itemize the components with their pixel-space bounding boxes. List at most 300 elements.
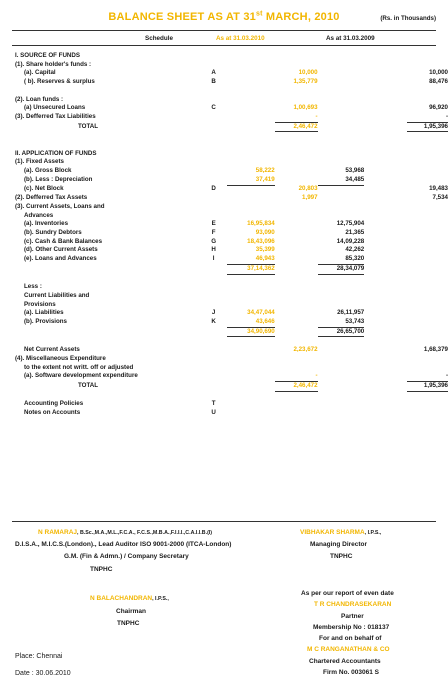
cfo-name-line	[38, 529, 212, 536]
row-schedule	[200, 203, 227, 212]
row-value-col3	[318, 96, 365, 105]
row-value-col3	[318, 69, 365, 78]
header-top-rule	[12, 30, 436, 31]
row-value-col4	[364, 78, 407, 87]
row-value-col3	[318, 301, 365, 310]
table-row	[15, 150, 448, 159]
row-value-col1	[227, 122, 275, 132]
row-value-col2	[275, 167, 318, 176]
row-schedule	[200, 327, 227, 337]
row-value-col2	[275, 327, 318, 337]
md-organisation: TNPHC	[330, 553, 353, 560]
row-value-col3	[318, 372, 365, 381]
row-schedule	[200, 61, 227, 70]
row-schedule	[200, 301, 227, 310]
row-value-col1	[227, 337, 275, 346]
row-value-col4	[364, 409, 407, 418]
table-row	[15, 194, 448, 203]
row-value-col2	[275, 318, 318, 327]
row-value-col1	[227, 185, 275, 194]
row-value-col3	[318, 409, 365, 418]
row-schedule	[200, 346, 227, 355]
table-row	[15, 167, 448, 176]
row-value-col4	[364, 327, 407, 337]
row-schedule	[200, 167, 227, 176]
row-label: (d). Other Current Assets	[24, 246, 98, 254]
row-value-col5	[407, 220, 448, 229]
row-value-col1	[227, 364, 275, 373]
table-row	[15, 409, 448, 418]
row-value-col1	[227, 301, 275, 310]
row-value-col3: 42,262	[345, 246, 365, 254]
row-value-col5	[407, 229, 448, 238]
row-value-col3	[318, 381, 365, 391]
row-value-col1	[227, 113, 275, 122]
row-value-col4	[364, 264, 407, 274]
row-value-col1	[227, 409, 275, 418]
row-value-col5	[407, 61, 448, 70]
table-row	[15, 104, 448, 113]
row-value-col1	[227, 212, 275, 221]
row-value-col2	[275, 337, 318, 346]
row-value-col4	[364, 364, 407, 373]
row-value-col2: 1,997	[302, 194, 318, 202]
row-schedule	[200, 87, 227, 96]
row-label: Accounting Policies	[24, 400, 84, 408]
row-value-col1: 34,47,044	[247, 309, 275, 317]
row-value-col5	[407, 167, 448, 176]
row-value-col3: 26,11,957	[337, 309, 365, 317]
row-label: Current Liabilities and	[24, 291, 90, 299]
row-label: TOTAL	[78, 122, 99, 130]
row-schedule	[200, 52, 227, 61]
table-row	[15, 337, 448, 346]
row-value-col4	[364, 69, 407, 78]
row-label: (3). Current Assets, Loans and	[15, 202, 105, 210]
row-label: (e). Loans and Advances	[24, 255, 97, 263]
row-value-col4	[364, 212, 407, 221]
row-value-col4	[364, 246, 407, 255]
schedule-column-header: Schedule	[145, 35, 173, 42]
row-value-col5: -	[407, 372, 448, 381]
row-label: (a) Unsecured Loans	[24, 104, 86, 112]
row-value-col3	[318, 346, 365, 355]
row-schedule: B	[211, 78, 216, 86]
md-designation: Managing Director	[310, 541, 368, 548]
row-value-col1: 93,090	[255, 229, 275, 236]
table-row	[15, 176, 448, 185]
row-value-col4	[364, 220, 407, 229]
row-value-col5	[407, 274, 448, 283]
previous-year-column-header: As at 31.03.2009	[326, 35, 375, 42]
row-value-col2	[275, 212, 318, 221]
row-value-col5	[407, 309, 448, 318]
row-value-col1: 37,419	[227, 176, 275, 185]
row-value-col2	[275, 141, 318, 150]
row-value-col4	[364, 283, 407, 292]
row-value-col3: 53,743	[318, 318, 365, 327]
row-value-col1	[227, 150, 275, 159]
row-schedule	[200, 292, 227, 301]
row-value-col5	[407, 255, 448, 264]
row-value-col3	[318, 364, 365, 373]
row-value-col4	[364, 158, 407, 167]
row-schedule: T	[211, 400, 216, 408]
table-row	[15, 364, 448, 373]
row-value-col5	[407, 212, 448, 221]
row-value-col5	[407, 96, 448, 105]
row-schedule	[200, 212, 227, 221]
row-value-col1	[227, 346, 275, 355]
row-value-col1	[227, 141, 275, 150]
row-value-col4	[364, 255, 407, 264]
row-label: TOTAL	[78, 381, 99, 389]
row-label: to the extent not writt. off or adjusted	[24, 363, 134, 371]
row-value-col2	[275, 176, 318, 185]
row-value-col1: 18,43,096	[247, 237, 275, 245]
row-value-col4	[364, 238, 407, 247]
row-label: (c). Net Block	[24, 185, 64, 193]
date: Date : 30.06.2010	[15, 670, 71, 677]
row-value-col2: 1,00,693	[293, 104, 318, 112]
row-value-col1: 34,90,690	[227, 327, 275, 337]
table-row	[15, 229, 448, 238]
firm-name: M C RANGANATHAN & CO	[307, 646, 390, 653]
row-value-col2	[275, 301, 318, 310]
row-value-col5	[407, 176, 448, 185]
md-qualifications: , I.P.S.,	[364, 530, 382, 536]
row-value-col3: 85,320	[318, 255, 365, 264]
row-label	[15, 132, 200, 141]
row-schedule: G	[211, 237, 217, 245]
row-schedule	[200, 274, 227, 283]
row-value-col1	[227, 283, 275, 292]
row-schedule	[200, 141, 227, 150]
row-label: (3). Defferred Tax Liabilities	[15, 113, 96, 121]
row-schedule	[200, 283, 227, 292]
row-value-col2	[275, 150, 318, 159]
row-schedule	[200, 372, 227, 381]
row-value-col1: 58,222	[255, 167, 275, 175]
row-value-col3	[318, 132, 365, 141]
row-value-col2	[275, 255, 318, 264]
row-schedule: H	[211, 246, 216, 254]
table-row	[15, 87, 448, 96]
auditor-behalf: For and on behalf of	[319, 635, 382, 642]
table-row	[15, 346, 448, 355]
row-value-col5	[407, 327, 448, 337]
row-schedule: C	[211, 104, 216, 112]
row-value-col5	[407, 141, 448, 150]
row-label	[15, 274, 200, 283]
table-row	[15, 122, 448, 132]
md-name: VIBHAKAR SHARMA	[300, 529, 365, 536]
row-value-col3	[318, 283, 365, 292]
row-value-col5: 96,920	[429, 104, 448, 112]
row-schedule	[200, 132, 227, 141]
row-label: Net Current Assets	[24, 346, 80, 354]
row-value-col2	[275, 283, 318, 292]
row-value-col4	[364, 355, 407, 364]
row-value-col4	[364, 96, 407, 105]
cfo-designation: G.M. (Fin & Admn.) / Company Secretary	[64, 553, 189, 560]
table-bottom-rule	[12, 521, 436, 522]
row-value-col4	[364, 141, 407, 150]
table-row	[15, 327, 448, 337]
row-value-col3	[318, 113, 365, 122]
row-schedule	[200, 381, 227, 391]
row-value-col2	[275, 391, 318, 400]
row-value-col3: 21,365	[345, 229, 365, 236]
row-value-col2: 2,46,472	[275, 381, 318, 391]
table-row	[15, 246, 448, 255]
row-value-col4	[364, 292, 407, 301]
row-value-col4	[364, 176, 407, 185]
row-schedule: K	[211, 318, 216, 326]
table-row	[15, 372, 448, 381]
md-name-line	[300, 529, 381, 536]
table-row	[15, 274, 448, 283]
chairman-name-line	[90, 595, 169, 602]
row-value-col5: 19,483	[429, 185, 448, 193]
table-row	[15, 212, 448, 221]
row-label: II. APPLICATION OF FUNDS	[15, 149, 97, 157]
row-value-col2: 1,35,779	[293, 78, 318, 86]
row-value-col3	[318, 355, 365, 364]
row-value-col5	[407, 355, 448, 364]
row-value-col4	[364, 203, 407, 212]
row-value-col2	[275, 409, 318, 418]
row-value-col5: 88,476	[429, 78, 448, 86]
row-value-col1: 46,943	[227, 255, 275, 264]
row-schedule	[200, 364, 227, 373]
row-label: (c). Cash & Bank Balances	[24, 237, 103, 245]
row-value-col5	[407, 87, 448, 96]
row-value-col3	[318, 203, 365, 212]
row-label: (2). Defferred Tax Assets	[15, 194, 88, 202]
row-value-col4	[364, 167, 407, 176]
row-value-col2: -	[275, 372, 318, 381]
table-row	[15, 400, 448, 409]
row-value-col2	[275, 309, 318, 318]
row-value-col4	[364, 132, 407, 141]
row-schedule	[200, 264, 227, 274]
table-row	[15, 292, 448, 301]
row-value-col3	[318, 194, 365, 203]
row-schedule	[200, 113, 227, 122]
table-row	[15, 391, 448, 400]
row-schedule	[200, 176, 227, 185]
row-value-col2	[275, 292, 318, 301]
table-row	[15, 238, 448, 247]
row-value-col5: 7,534	[432, 194, 448, 202]
row-schedule	[200, 337, 227, 346]
row-value-col1	[227, 52, 275, 61]
row-value-col1	[227, 274, 275, 283]
row-value-col4	[364, 381, 407, 391]
row-value-col1	[227, 355, 275, 364]
balance-sheet-table	[15, 52, 448, 418]
row-value-col4	[364, 61, 407, 70]
row-value-col5	[407, 301, 448, 310]
table-row	[15, 78, 448, 87]
row-value-col3: 14,09,228	[336, 237, 365, 245]
row-value-col4	[364, 194, 407, 203]
row-value-col2	[275, 400, 318, 409]
row-schedule: J	[211, 309, 216, 317]
row-schedule: E	[211, 220, 216, 228]
row-value-col3	[318, 150, 365, 159]
row-value-col4	[364, 185, 407, 194]
header-bottom-rule	[12, 45, 436, 46]
row-value-col4	[364, 122, 407, 132]
auditor-membership: Membership No : 018137	[313, 624, 390, 631]
table-row	[15, 264, 448, 274]
cfo-name: N RAMARAJ	[38, 529, 77, 536]
row-value-col3: 28,34,079	[318, 264, 365, 274]
row-schedule	[200, 194, 227, 203]
row-value-col4	[364, 391, 407, 400]
row-label: (b). Sundry Debtors	[24, 229, 82, 236]
row-schedule	[200, 158, 227, 167]
row-value-col2: -	[275, 113, 318, 122]
row-value-col5	[407, 400, 448, 409]
row-label: (a). Inventories	[24, 220, 69, 228]
row-value-col5	[407, 283, 448, 292]
row-value-col2	[275, 264, 318, 274]
row-value-col4	[364, 337, 407, 346]
firm-number: Firm No. 003061 S	[323, 669, 379, 676]
row-value-col5	[407, 52, 448, 61]
row-value-col2	[275, 87, 318, 96]
row-value-col1	[227, 203, 275, 212]
row-value-col1	[227, 381, 275, 391]
row-schedule	[200, 150, 227, 159]
row-label: (4). Miscellaneous Expenditure	[15, 354, 106, 362]
row-label: (1). Fixed Assets	[15, 158, 64, 166]
row-value-col3	[318, 337, 365, 346]
row-label	[15, 141, 200, 150]
units-note: (Rs. in Thousands)	[380, 15, 436, 22]
row-label: (b). Provisions	[24, 318, 67, 326]
row-value-col1	[227, 78, 275, 87]
row-value-col4	[364, 301, 407, 310]
auditor-name: T R CHANDRASEKARAN	[314, 601, 392, 608]
row-label: (a). Capital	[24, 69, 56, 77]
title-text-end: MARCH, 2010	[262, 11, 340, 23]
row-value-col5: 1,95,396	[407, 122, 448, 132]
row-label: ( b). Reserves & surplus	[24, 78, 95, 86]
chairman-qualifications: , I.P.S.,	[152, 596, 169, 602]
row-label: (b). Less : Depreciation	[24, 176, 93, 184]
table-row	[15, 309, 448, 318]
row-value-col3	[318, 122, 365, 132]
row-label: Notes on Accounts	[24, 409, 81, 417]
table-row	[15, 96, 448, 105]
table-row	[15, 158, 448, 167]
row-value-col3	[318, 87, 365, 96]
row-label	[15, 337, 200, 346]
row-value-col3	[318, 141, 365, 150]
row-label: (2). Loan funds :	[15, 95, 64, 103]
row-value-col2	[275, 158, 318, 167]
row-value-col3	[318, 104, 365, 113]
row-value-col1: 35,399	[255, 246, 275, 254]
table-row	[15, 283, 448, 292]
row-value-col2: 10,000	[298, 69, 318, 77]
row-schedule: D	[211, 185, 216, 193]
row-label	[15, 264, 200, 274]
row-value-col2	[275, 238, 318, 247]
row-value-col3	[318, 391, 365, 400]
row-label	[15, 327, 200, 337]
row-value-col1	[227, 96, 275, 105]
auditor-report-line: As per our report of even date	[301, 590, 394, 597]
row-value-col3: 12,75,904	[336, 220, 365, 228]
row-label: Less :	[24, 283, 42, 291]
row-value-col3: 34,485	[318, 176, 365, 185]
row-value-col1	[227, 194, 275, 203]
firm-type: Chartered Accountants	[309, 658, 381, 665]
row-value-col5: 1,95,396	[407, 381, 448, 391]
current-year-column-header: As at 31.03.2010	[216, 35, 265, 42]
table-row	[15, 255, 448, 264]
row-value-col2: 2,46,472	[275, 122, 318, 132]
auditor-designation: Partner	[341, 613, 364, 620]
row-label	[15, 87, 200, 96]
row-value-col1	[227, 400, 275, 409]
row-label: (a). Gross Block	[24, 167, 72, 175]
table-row	[15, 132, 448, 141]
table-row	[15, 355, 448, 364]
row-value-col5	[407, 337, 448, 346]
row-schedule: I	[212, 255, 215, 263]
table-row	[15, 185, 448, 194]
row-value-col5	[407, 238, 448, 247]
row-value-col5	[407, 158, 448, 167]
row-value-col3	[318, 185, 365, 194]
row-value-col1	[227, 292, 275, 301]
cfo-qualifications-line2: D.I.S.A., M.I.C.S.(London)., Lead Auditor ISO 9001-2000 (ITCA-London)	[15, 541, 232, 548]
chairman-designation: Chairman	[116, 608, 146, 615]
row-value-col5	[407, 292, 448, 301]
row-value-col4	[364, 52, 407, 61]
row-value-col3	[318, 400, 365, 409]
row-value-col1: 37,14,362	[227, 264, 275, 274]
row-value-col2	[275, 96, 318, 105]
title-superscript: st	[256, 10, 263, 18]
row-value-col2: 2,23,672	[293, 346, 318, 354]
row-value-col4	[364, 150, 407, 159]
row-value-col4	[364, 113, 407, 122]
row-value-col5	[407, 318, 448, 327]
row-label	[15, 391, 200, 400]
row-value-col1	[227, 87, 275, 96]
row-label: Advances	[24, 211, 54, 219]
row-schedule: F	[211, 229, 216, 236]
row-value-col3: 53,968	[345, 167, 365, 175]
row-value-col2	[275, 274, 318, 283]
row-value-col5: 1,68,379	[423, 346, 448, 354]
row-value-col2: 20,803	[298, 185, 318, 193]
row-value-col2	[275, 220, 318, 229]
row-value-col5	[407, 391, 448, 400]
chairman-organisation: TNPHC	[117, 620, 140, 627]
row-value-col5	[407, 132, 448, 141]
row-value-col1	[227, 372, 275, 381]
row-value-col2	[275, 52, 318, 61]
row-value-col4	[364, 309, 407, 318]
